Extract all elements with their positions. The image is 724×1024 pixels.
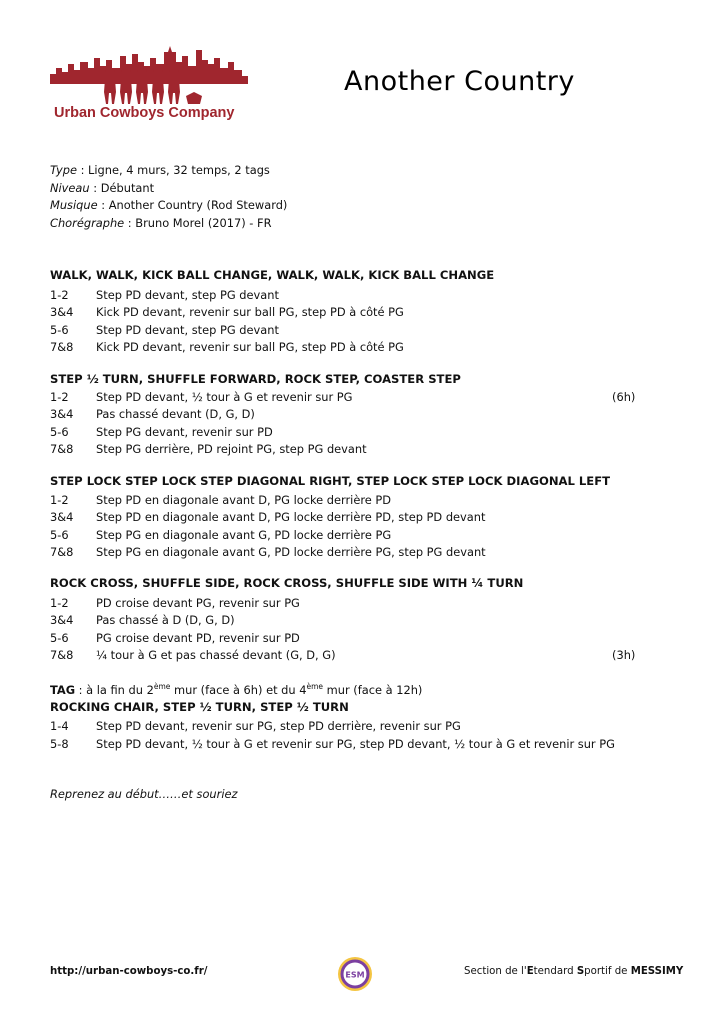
step-row: 5-6 Step PG en diagonale avant G, PD locke derrière PG <box>50 528 392 542</box>
info-choreographer: Chorégraphe : Bruno Morel (2017) - FR <box>50 215 272 230</box>
dance-info <box>50 162 287 232</box>
footer-section: Section de l'Etendard Sportif de MESSIMY <box>464 966 684 977</box>
step-row: 5-6 Step PG devant, revenir sur PD <box>50 425 273 439</box>
section-title: STEP LOCK STEP LOCK STEP DIAGONAL RIGHT, STEP LOCK STEP LOCK DIAGONAL LEFT <box>50 474 611 488</box>
step-row: 1-4 Step PD devant, revenir sur PG, step PD derrière, revenir sur PG <box>50 719 461 733</box>
step-row: 5-6 PG croise devant PD, revenir sur PD <box>50 631 300 645</box>
step-row: 3&4 Pas chassé devant (D, G, D) <box>50 407 255 421</box>
section-title: WALK, WALK, KICK BALL CHANGE, WALK, WALK, KICK BALL CHANGE <box>50 268 495 282</box>
step-row: 7&8 Step PG en diagonale avant G, PD locke derrière PG, step PG devant <box>50 545 486 559</box>
step-row: 1-2 PD croise devant PG, revenir sur PG <box>50 596 300 610</box>
step-row: 1-2 Step PD devant, ½ tour à G et revenir sur PG (6h) <box>50 390 636 404</box>
step-row: 3&4 Pas chassé à D (D, G, D) <box>50 613 235 627</box>
esm-logo <box>336 955 374 993</box>
esm-logo-text: ESM <box>345 970 365 980</box>
info-music: Musique : Another Country (Rod Steward) <box>50 198 288 213</box>
step-row: 1-2 Step PD en diagonale avant D, PG locke derrière PD <box>50 493 392 507</box>
section-title: ROCK CROSS, SHUFFLE SIDE, ROCK CROSS, SHUFFLE SIDE WITH ¼ TURN <box>50 576 524 590</box>
step-row: 5-6 Step PD devant, step PG devant <box>50 323 279 337</box>
info-type: Type : Ligne, 4 murs, 32 temps, 2 tags <box>50 163 270 177</box>
wall-direction: (6h) <box>612 390 636 404</box>
page-title: Another Country <box>344 66 575 97</box>
closing-note: Reprenez au début……et souriez <box>50 787 238 801</box>
tag-title: ROCKING CHAIR, STEP ½ TURN, STEP ½ TURN <box>50 700 349 714</box>
logo-company-name: Urban Cowboys Company <box>54 105 235 121</box>
step-row: 7&8 Kick PD devant, revenir sur ball PG, step PD à côté PG <box>50 340 404 354</box>
step-row: 3&4 Step PD en diagonale avant D, PG locke derrière PD, step PD devant <box>50 510 486 524</box>
step-row: 1-2 Step PD devant, step PG devant <box>50 288 279 302</box>
step-row: 5-8 Step PD devant, ½ tour à G et revenir sur PG, step PD devant, ½ tour à G et revenir sur PG <box>50 737 615 751</box>
step-row: 7&8 Step PG derrière, PD rejoint PG, step PG devant <box>50 442 367 456</box>
step-row: 3&4 Kick PD devant, revenir sur ball PG, step PD à côté PG <box>50 305 404 319</box>
section-title: STEP ½ TURN, SHUFFLE FORWARD, ROCK STEP, COASTER STEP <box>50 372 461 386</box>
wall-direction: (3h) <box>612 648 636 662</box>
tag-description: TAG : à la fin du 2ème mur (face à 6h) et du 4ème mur (face à 12h) <box>50 682 423 697</box>
footer-url: http://urban-cowboys-co.fr/ <box>50 966 208 977</box>
info-level: Niveau : Débutant <box>50 180 155 195</box>
step-row: 7&8 ¼ tour à G et pas chassé devant (G, D, G) (3h) <box>50 648 636 662</box>
